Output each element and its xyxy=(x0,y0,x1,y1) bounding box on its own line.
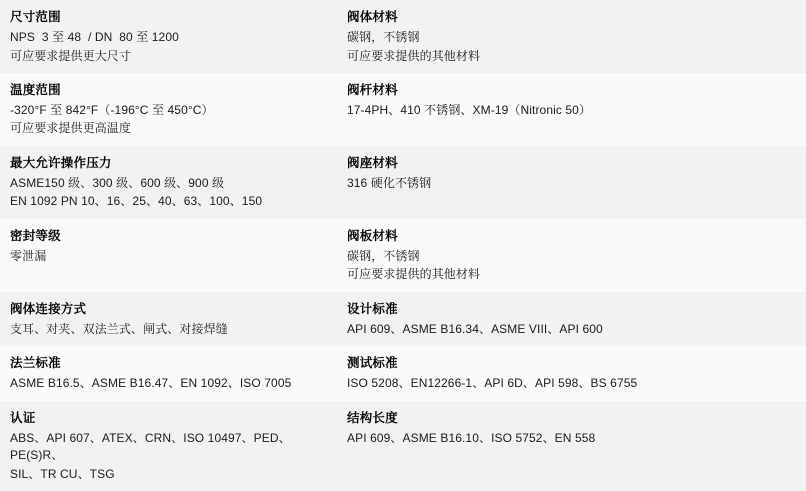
spec-title: 法兰标准 xyxy=(10,356,61,371)
spec-line: SIL、TR CU、TSG xyxy=(10,466,115,481)
table-row xyxy=(0,0,806,73)
spec-title: 最大允许操作压力 xyxy=(10,155,112,170)
spec-cell-right xyxy=(337,0,806,73)
spec-cell-left xyxy=(0,73,337,146)
spec-line: 可应要求提供更大尺寸 xyxy=(10,48,132,63)
table-row xyxy=(0,73,806,146)
spec-line: 可应要求提供的其他材料 xyxy=(347,48,481,63)
table-row xyxy=(0,146,806,219)
table-row xyxy=(0,346,806,401)
spec-line: 可应要求提供更高温度 xyxy=(10,121,132,136)
spec-title: 温度范围 xyxy=(10,82,61,97)
spec-line: ISO 5208、EN12266-1、API 6D、API 598、BS 6755 xyxy=(347,376,638,391)
spec-cell-right xyxy=(337,346,806,401)
spec-title: 尺寸范围 xyxy=(10,10,61,24)
table-row xyxy=(0,219,806,292)
spec-line: ASME B16.5、ASME B16.47、EN 1092、ISO 7005 xyxy=(10,376,292,391)
spec-title: 设计标准 xyxy=(347,301,398,316)
spec-cell-left xyxy=(0,146,337,219)
spec-cell-right xyxy=(337,73,806,146)
spec-cell-right xyxy=(337,219,806,292)
spec-line: API 609、ASME B16.10、ISO 5752、EN 558 xyxy=(347,430,596,445)
spec-line: 碳钢，不锈钢 xyxy=(347,30,420,45)
spec-line: 可应要求提供的其他材料 xyxy=(347,267,481,282)
spec-line: 17-4PH、410 不锈钢、XM-19（Nitronic 50） xyxy=(347,103,592,118)
spec-cell-left xyxy=(0,219,337,292)
spec-cell-right xyxy=(337,401,806,491)
spec-line: API 609、ASME B16.34、ASME VIII、API 600 xyxy=(347,321,603,336)
spec-cell-left xyxy=(0,0,337,73)
spec-cell-left xyxy=(0,401,337,491)
spec-title: 阀体连接方式 xyxy=(10,301,87,316)
spec-title: 认证 xyxy=(10,410,36,425)
spec-line: -320°F 至 842°F（-196°C 至 450°C） xyxy=(10,103,214,118)
spec-title: 密封等级 xyxy=(10,228,61,243)
spec-cell-left xyxy=(0,292,337,347)
table-row xyxy=(0,292,806,347)
spec-line: EN 1092 PN 10、16、25、40、63、100、150 xyxy=(10,194,263,209)
spec-title: 结构长度 xyxy=(347,410,398,425)
spec-line: 316 硬化不锈钢 xyxy=(347,175,432,190)
spec-line: NPS 3 至 48 / DN 80 至 1200 xyxy=(10,30,179,45)
spec-cell-left xyxy=(0,346,337,401)
spec-title: 测试标准 xyxy=(347,356,398,371)
spec-line: 零泄漏 xyxy=(10,248,47,263)
spec-line: ASME150 级、300 级、600 级、900 级 xyxy=(10,175,225,190)
spec-line: 支耳、对夹、双法兰式、闸式、对接焊缝 xyxy=(10,321,228,336)
table-row xyxy=(0,401,806,491)
spec-title: 阀座材料 xyxy=(347,155,398,170)
spec-title: 阀板材料 xyxy=(347,228,398,243)
spec-title: 阀体材料 xyxy=(347,10,398,24)
spec-cell-right xyxy=(337,146,806,219)
spec-title: 阀杆材料 xyxy=(347,82,398,97)
spec-line: ABS、API 607、ATEX、CRN、ISO 10497、PED、PE(S)R、 xyxy=(10,430,291,463)
spec-line: 碳钢，不锈钢 xyxy=(347,248,420,263)
spec-cell-right xyxy=(337,292,806,347)
